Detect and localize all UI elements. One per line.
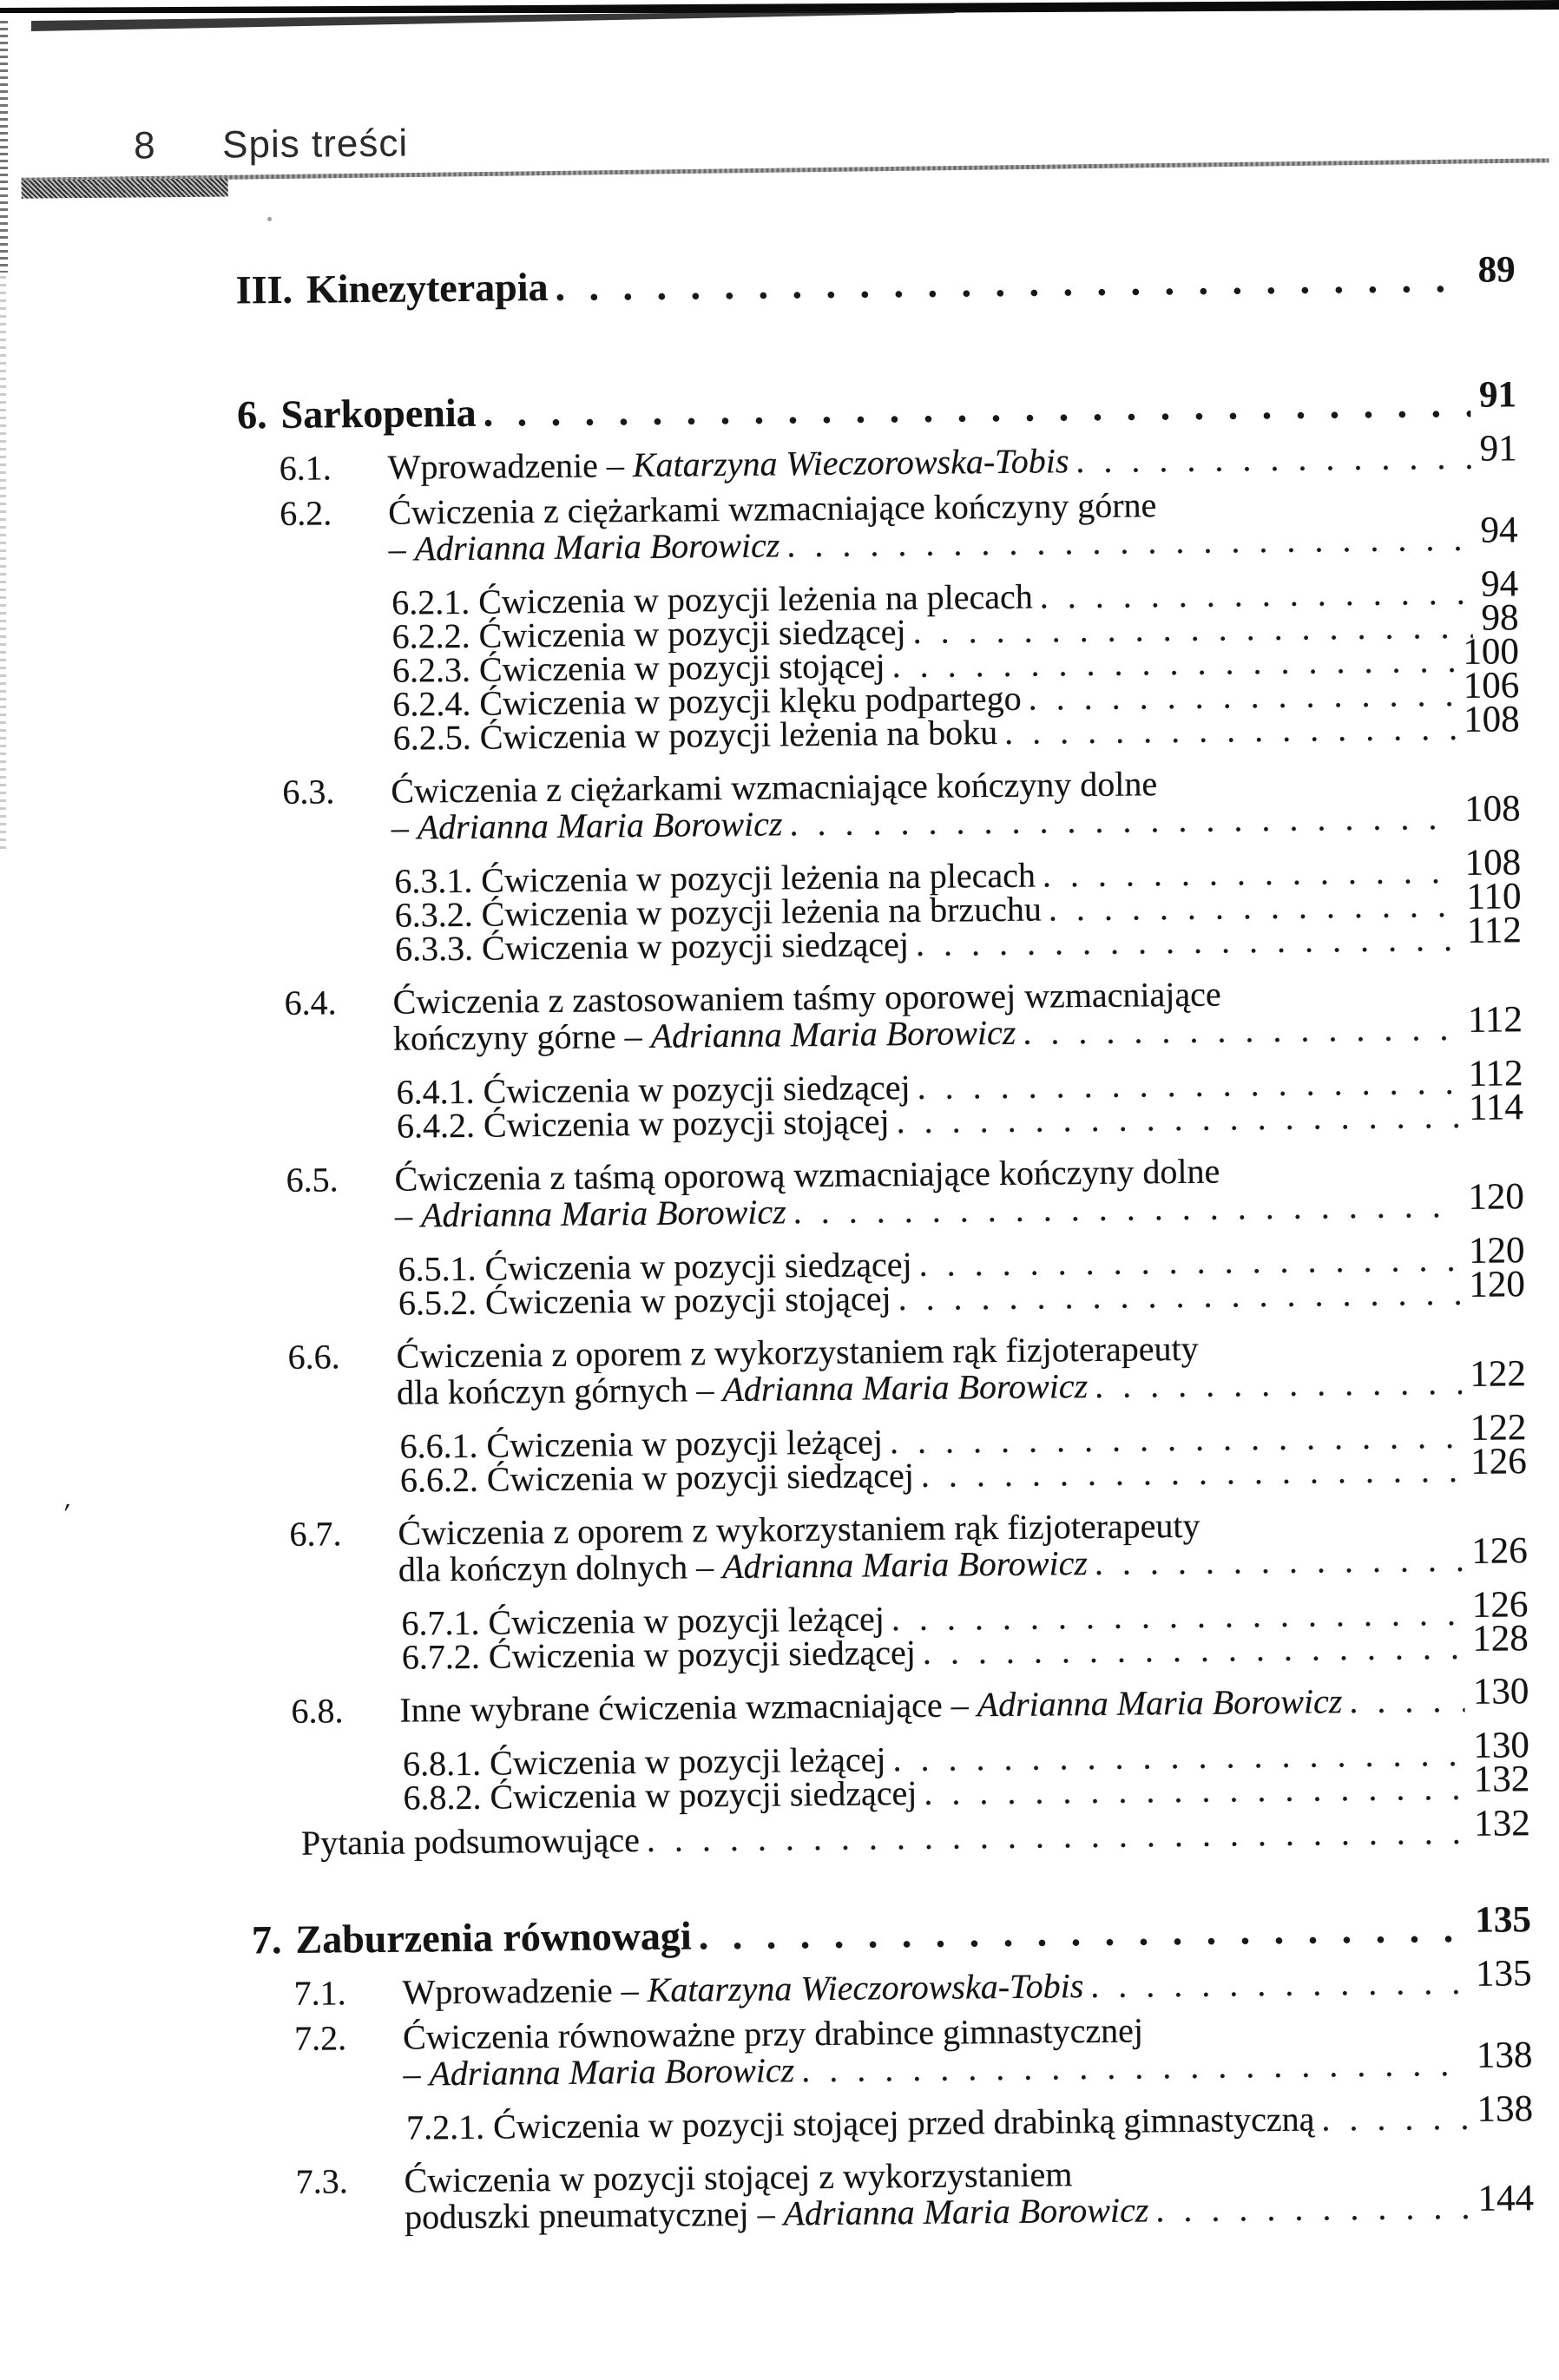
toc-entry-number: 6.1.: [279, 448, 332, 488]
toc-entry-title: Ćwiczenia z ciężarkami wzmacniające kończyny górne: [388, 485, 1157, 532]
toc-entry-6-5: [0, 1150, 1524, 1238]
toc-page-number: 126: [1471, 1584, 1529, 1626]
toc-page-number: 91: [1478, 374, 1517, 416]
toc-entry-title: 6.2.3. Ćwiczenia w pozycji stojącej: [391, 646, 885, 690]
toc-page-number: 135: [1475, 1899, 1532, 1941]
toc-entry-7-2: [8, 2009, 1533, 2096]
toc-entry-6: [0, 374, 1517, 440]
dot-leader: [911, 1242, 1460, 1281]
toc-entry-6-7: [3, 1504, 1528, 1592]
toc-entry-iii: [0, 249, 1516, 315]
toc-entry-6-1: [0, 428, 1517, 490]
toc-entry-number: 6.2.: [280, 493, 332, 533]
dot-leader: [1088, 1364, 1462, 1404]
toc-entry-body: [396, 1327, 1526, 1410]
toc-entry-body: [399, 1671, 1529, 1730]
toc-entry-title: 6.8.1. Ćwiczenia w pozycji leżącej: [402, 1739, 886, 1784]
toc-entry-number: 6.7.: [289, 1514, 342, 1554]
toc-page-number: 132: [1474, 1803, 1531, 1844]
toc-entry-number: 6.: [236, 392, 267, 437]
toc-entry-body: [388, 483, 1518, 567]
toc-page-number: 110: [1466, 876, 1522, 917]
toc-entry-6-6: [1, 1327, 1526, 1415]
toc-entry-title: dla kończyn dolnych – Adrianna Maria Borowicz: [398, 1543, 1089, 1589]
toc-entry-title: Ćwiczenia z zastosowaniem taśmy oporowej wzmacniające: [392, 974, 1221, 1022]
dot-leader: [885, 1737, 1464, 1776]
toc-entry-title: Wprowadzenie – Katarzyna Wieczorowska-Tobis: [402, 1966, 1084, 2012]
toc-entry-title: poduszki pneumatycznej – Adrianna Maria Borowicz: [404, 2190, 1149, 2237]
toc-page-number: 144: [1477, 2178, 1535, 2219]
dot-leader: [1088, 1542, 1464, 1581]
toc-entry-title: 6.3.1. Ćwiczenia w pozycji leżenia na plecach: [394, 855, 1036, 901]
dot-leader: [917, 1771, 1465, 1810]
dot-leader: [782, 799, 1456, 842]
toc-entry-number: 7.2.: [293, 2018, 347, 2058]
toc-page-number: 122: [1470, 1407, 1527, 1449]
toc-entry-body: [404, 2152, 1534, 2235]
toc-entry-title: Ćwiczenia z taśmą oporową wzmacniające kończyny dolne: [394, 1151, 1220, 1199]
toc-entry-body: [387, 428, 1517, 487]
toc-entry-title: – Adrianna Maria Borowicz: [394, 1192, 786, 1235]
dot-leader: [1148, 2189, 1470, 2229]
dot-leader: [548, 258, 1470, 308]
toc-entry-pytania: [6, 1803, 1531, 1864]
toc-entry-title: – Adrianna Maria Borowicz: [403, 2050, 795, 2094]
toc-entry-line: [403, 2035, 1533, 2094]
toc-entry-line: [387, 428, 1517, 487]
dot-leader: [910, 1065, 1459, 1104]
toc-page-number: 138: [1477, 2088, 1534, 2130]
toc-page-number: 94: [1480, 510, 1518, 551]
toc-page-number: 108: [1464, 842, 1522, 884]
page-title: Spis treści: [221, 122, 409, 167]
dot-leader: [1042, 888, 1458, 926]
toc-page-number: 120: [1468, 1176, 1525, 1218]
toc-page-number: 112: [1468, 1053, 1523, 1095]
toc-page-number: 135: [1475, 1953, 1532, 1995]
toc-entry-number: 7.3.: [295, 2161, 348, 2201]
dot-leader: [1021, 677, 1455, 715]
toc-page-number: 91: [1479, 428, 1517, 470]
toc-page-number: 89: [1477, 249, 1516, 291]
toc-entry-title: 6.4.2. Ćwiczenia w pozycji stojącej: [396, 1101, 890, 1146]
dot-leader: [1069, 439, 1471, 479]
toc-entry-title: 6.5.1. Ćwiczenia w pozycji siedzącej: [398, 1244, 912, 1289]
dot-leader: [786, 1187, 1460, 1230]
toc-entry-body: [394, 1150, 1524, 1233]
running-header: [0, 111, 1549, 204]
toc-page-number: 100: [1463, 631, 1520, 673]
toc-entry-number: III.: [235, 266, 293, 312]
toc-entry-line: [398, 1530, 1529, 1589]
toc-entry-line: [391, 788, 1521, 847]
toc-entry-body: [398, 1504, 1528, 1588]
toc-entry-title: Ćwiczenia równoważne przy drabince gimnastycznej: [402, 2010, 1144, 2057]
toc-entry-title: 6.6.2. Ćwiczenia w pozycji siedzącej: [399, 1455, 915, 1500]
toc-entry-title: Ćwiczenia z oporem z wykorzystaniem rąk fizjoterapeuty: [396, 1328, 1199, 1376]
toc-entry-body: [402, 1953, 1532, 2012]
dot-leader: [885, 1596, 1464, 1635]
toc-entry-6-3: [0, 762, 1521, 850]
stray-pen-mark: ʹ: [59, 1497, 73, 1531]
toc-entry-line: [388, 510, 1518, 569]
toc-page-number: 130: [1472, 1671, 1529, 1713]
toc-entry-title: 6.7.2. Ćwiczenia w pozycji siedzącej: [401, 1632, 917, 1677]
toc-entry-body: [403, 2009, 1533, 2092]
dot-leader: [916, 1630, 1464, 1669]
dot-leader: [780, 521, 1472, 564]
toc-entry-number: 6.8.: [291, 1691, 344, 1731]
toc-entry-title: – Adrianna Maria Borowicz: [388, 525, 780, 569]
toc-entry-title: Sarkopenia: [280, 390, 477, 437]
toc-page-number: 120: [1468, 1230, 1525, 1272]
toc-page-number: 120: [1469, 1264, 1526, 1305]
dot-leader: [1016, 1010, 1459, 1051]
toc-entry-7-2-1: [9, 2088, 1534, 2148]
toc-entry-title: 6.6.1. Ćwiczenia w pozycji leżącej: [399, 1422, 884, 1466]
dot-leader: [914, 1453, 1463, 1492]
header-rule-halftone: [22, 178, 228, 198]
toc-page-number: 106: [1463, 665, 1520, 707]
toc-entry-title: Ćwiczenia z ciężarkami wzmacniające kończyny dolne: [391, 764, 1158, 811]
toc-entry-6-8: [4, 1671, 1529, 1732]
dot-leader: [1342, 1682, 1464, 1719]
dot-leader: [1083, 1964, 1467, 2004]
dot-leader: [883, 1419, 1462, 1458]
toc-entry-title: 6.5.2. Ćwiczenia w pozycji stojącej: [398, 1279, 891, 1323]
dot-leader: [794, 2046, 1468, 2088]
dot-leader: [1036, 854, 1457, 892]
toc-page-number: 108: [1463, 699, 1520, 740]
toc-entry-title: Zaburzenia równowagi: [295, 1913, 692, 1962]
toc-entry-title: Pytania podsumowujące: [300, 1820, 641, 1863]
toc-entry-title: 6.2.4. Ćwiczenia w pozycji klęku podpartego: [392, 678, 1022, 724]
toc-page-number: 126: [1470, 1441, 1528, 1483]
dot-leader: [905, 609, 1472, 648]
toc-page-number: 132: [1473, 1759, 1530, 1800]
toc-page-number: 94: [1480, 563, 1519, 605]
dot-leader: [476, 383, 1470, 434]
toc-entry-title: 6.2.1. Ćwiczenia w pozycji leżenia na plecach: [391, 576, 1033, 622]
toc-entry-title: Inne wybrane ćwiczenia wzmacniające – Adrianna Maria Borowicz: [399, 1681, 1343, 1730]
toc-entry-number: 7.: [251, 1916, 282, 1963]
toc-entry-title: 6.7.1. Ćwiczenia w pozycji leżącej: [401, 1599, 885, 1643]
dot-leader: [691, 1908, 1466, 1957]
toc-page-number: 112: [1467, 999, 1523, 1041]
toc-entry-title: dla kończyn górnych – Adrianna Maria Borowicz: [396, 1366, 1089, 1412]
toc-entry-title: Kinezyterapia: [306, 264, 549, 312]
toc-entry-line: [402, 1953, 1532, 2012]
toc-page-number: 112: [1466, 910, 1523, 951]
toc-page-number: 126: [1471, 1530, 1529, 1572]
dot-leader: [1314, 2101, 1469, 2136]
toc-entry-title: Wprowadzenie – Katarzyna Wieczorowska-Tobis: [387, 441, 1069, 487]
toc-entry-title: 6.4.1. Ćwiczenia w pozycji siedzącej: [396, 1068, 911, 1112]
toc-entry-line: [399, 1671, 1529, 1730]
toc-entry-line: [396, 1353, 1527, 1412]
toc-entry-number: 6.6.: [287, 1337, 340, 1377]
toc-entry-line: [394, 1176, 1525, 1235]
toc-entry-title: 6.2.2. Ćwiczenia w pozycji siedzącej: [391, 612, 906, 656]
toc-entry-6-4: [0, 973, 1523, 1061]
toc-entry-7: [7, 1899, 1532, 1965]
toc-entry-title: 6.2.5. Ćwiczenia w pozycji leżenia na boku: [392, 713, 998, 758]
dot-leader: [640, 1814, 1466, 1858]
toc-page-number: 128: [1472, 1618, 1529, 1660]
toc-entry-title: – Adrianna Maria Borowicz: [391, 804, 783, 847]
toc-entry-line: [404, 2178, 1535, 2237]
toc-entry-title: kończyny górne – Adrianna Maria Borowicz: [392, 1012, 1016, 1058]
toc-entry-title: 6.8.2. Ćwiczenia w pozycji siedzącej: [403, 1772, 918, 1818]
toc-entry-body: [392, 973, 1523, 1056]
toc-entry-number: 6.4.: [284, 983, 337, 1022]
dot-leader: [997, 711, 1455, 749]
toc-entry-title: 6.3.2. Ćwiczenia w pozycji leżenia na brzuchu: [394, 889, 1043, 935]
toc-page-number: 114: [1468, 1087, 1524, 1128]
toc-entry-6-2: [0, 483, 1518, 571]
toc-entry-number: 7.1.: [293, 1973, 346, 2013]
toc-page-number: 130: [1473, 1725, 1530, 1766]
dot-leader: [891, 1276, 1460, 1315]
toc-entry-title: Ćwiczenia w pozycji stojącej z wykorzystaniem: [404, 2154, 1073, 2200]
toc-entry-line: [392, 999, 1523, 1058]
toc-entry-title: 7.2.1. Ćwiczenia w pozycji stojącej przed drabinką gimnastyczną: [405, 2099, 1315, 2147]
toc-entry-title: Ćwiczenia z oporem z wykorzystaniem rąk fizjoterapeuty: [398, 1505, 1200, 1553]
toc-entry-7-1: [7, 1953, 1532, 2015]
toc-page-number: 108: [1464, 788, 1521, 830]
dot-leader: [1033, 575, 1473, 614]
toc-page-number: 98: [1481, 597, 1519, 639]
dot-leader: [909, 922, 1458, 961]
table-of-contents: [0, 249, 1559, 2239]
toc-entry-body: [391, 762, 1521, 845]
page-number: 8: [133, 124, 155, 168]
toc-entry-title: 6.3.3. Ćwiczenia w pozycji siedzącej: [394, 924, 910, 969]
toc-page-number: 122: [1470, 1353, 1527, 1395]
dot-leader: [885, 643, 1454, 682]
toc-entry-number: 6.3.: [282, 772, 335, 812]
toc-entry-number: 6.5.: [286, 1160, 339, 1200]
toc-page-number: 138: [1476, 2035, 1533, 2076]
toc-entry-7-3: [10, 2152, 1535, 2239]
dot-leader: [889, 1099, 1460, 1138]
